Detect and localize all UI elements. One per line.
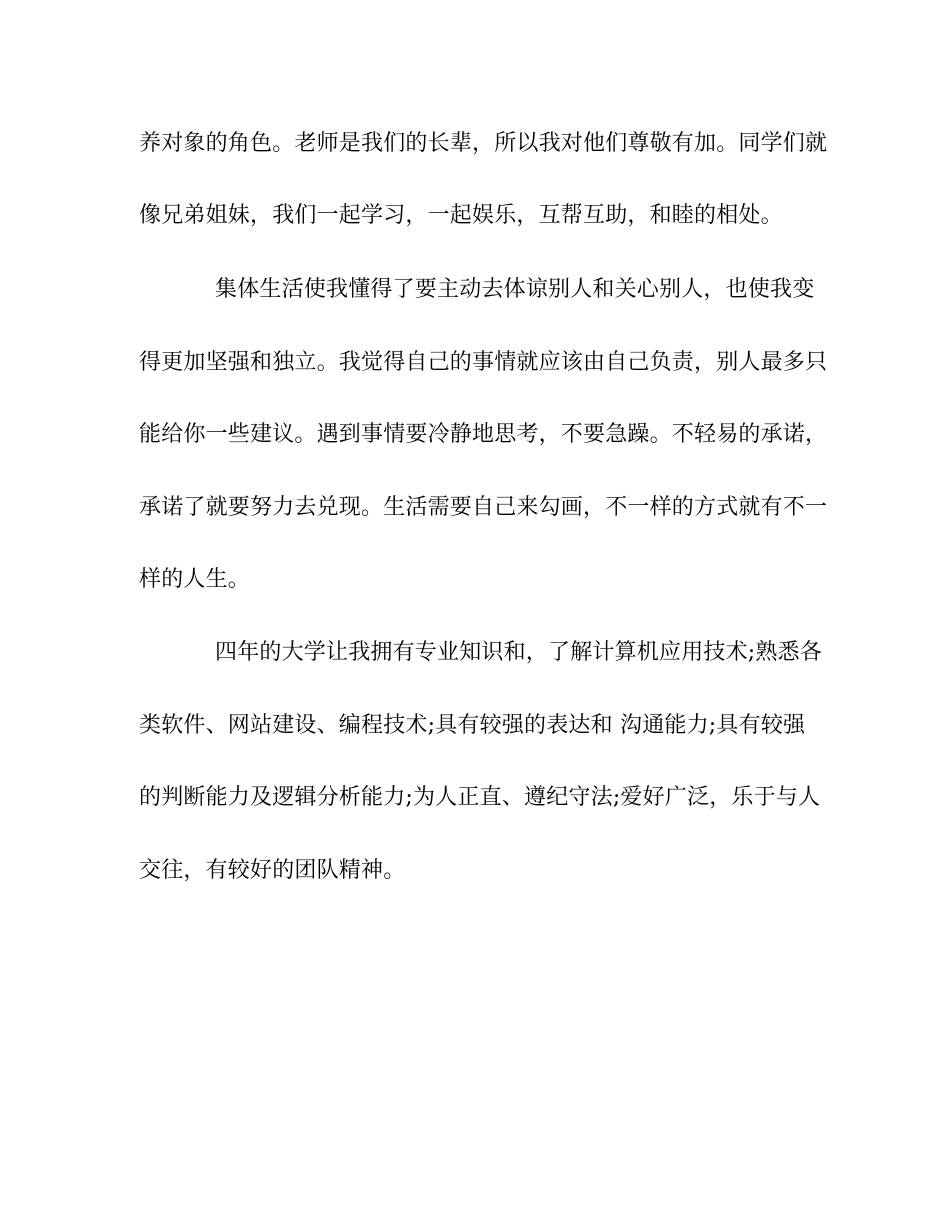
paragraph-2-line-5: 样的人生。 [139, 567, 251, 592]
paragraph-1-line-2: 像兄弟姐妹，我们一起学习，一起娱乐，互帮互助，和睦的相处。 [139, 203, 783, 228]
paragraph-3-line-3: 的判断能力及逻辑分析能力;为人正直、遵纪守法;爱好广泛，乐于与人 [139, 785, 821, 810]
paragraph-3-line-4: 交往，有较好的团队精神。 [139, 858, 406, 883]
paragraph-3-line-2: 类软件、网站建设、编程技术;具有较强的表达和 沟通能力;具有较强 [139, 713, 806, 738]
paragraph-2-line-2: 得更加坚强和独立。我觉得自己的事情就应该由自己负责，别人最多只 [139, 350, 828, 375]
paragraph-1-line-1: 养对象的角色。老师是我们的长辈，所以我对他们尊敬有加。同学们就 [139, 131, 828, 156]
paragraph-2-line-1: 集体生活使我懂得了要主动去体谅别人和关心别人，也使我变 [215, 277, 815, 302]
paragraph-3-line-1: 四年的大学让我拥有专业知识和，了解计算机应用技术;熟悉各 [215, 640, 823, 665]
paragraph-2-line-3: 能给你一些建议。遇到事情要冷静地思考，不要急躁。不轻易的承诺， [139, 422, 828, 447]
paragraph-2-line-4: 承诺了就要努力去兑现。生活需要自己来勾画，不一样的方式就有不一 [139, 495, 828, 520]
